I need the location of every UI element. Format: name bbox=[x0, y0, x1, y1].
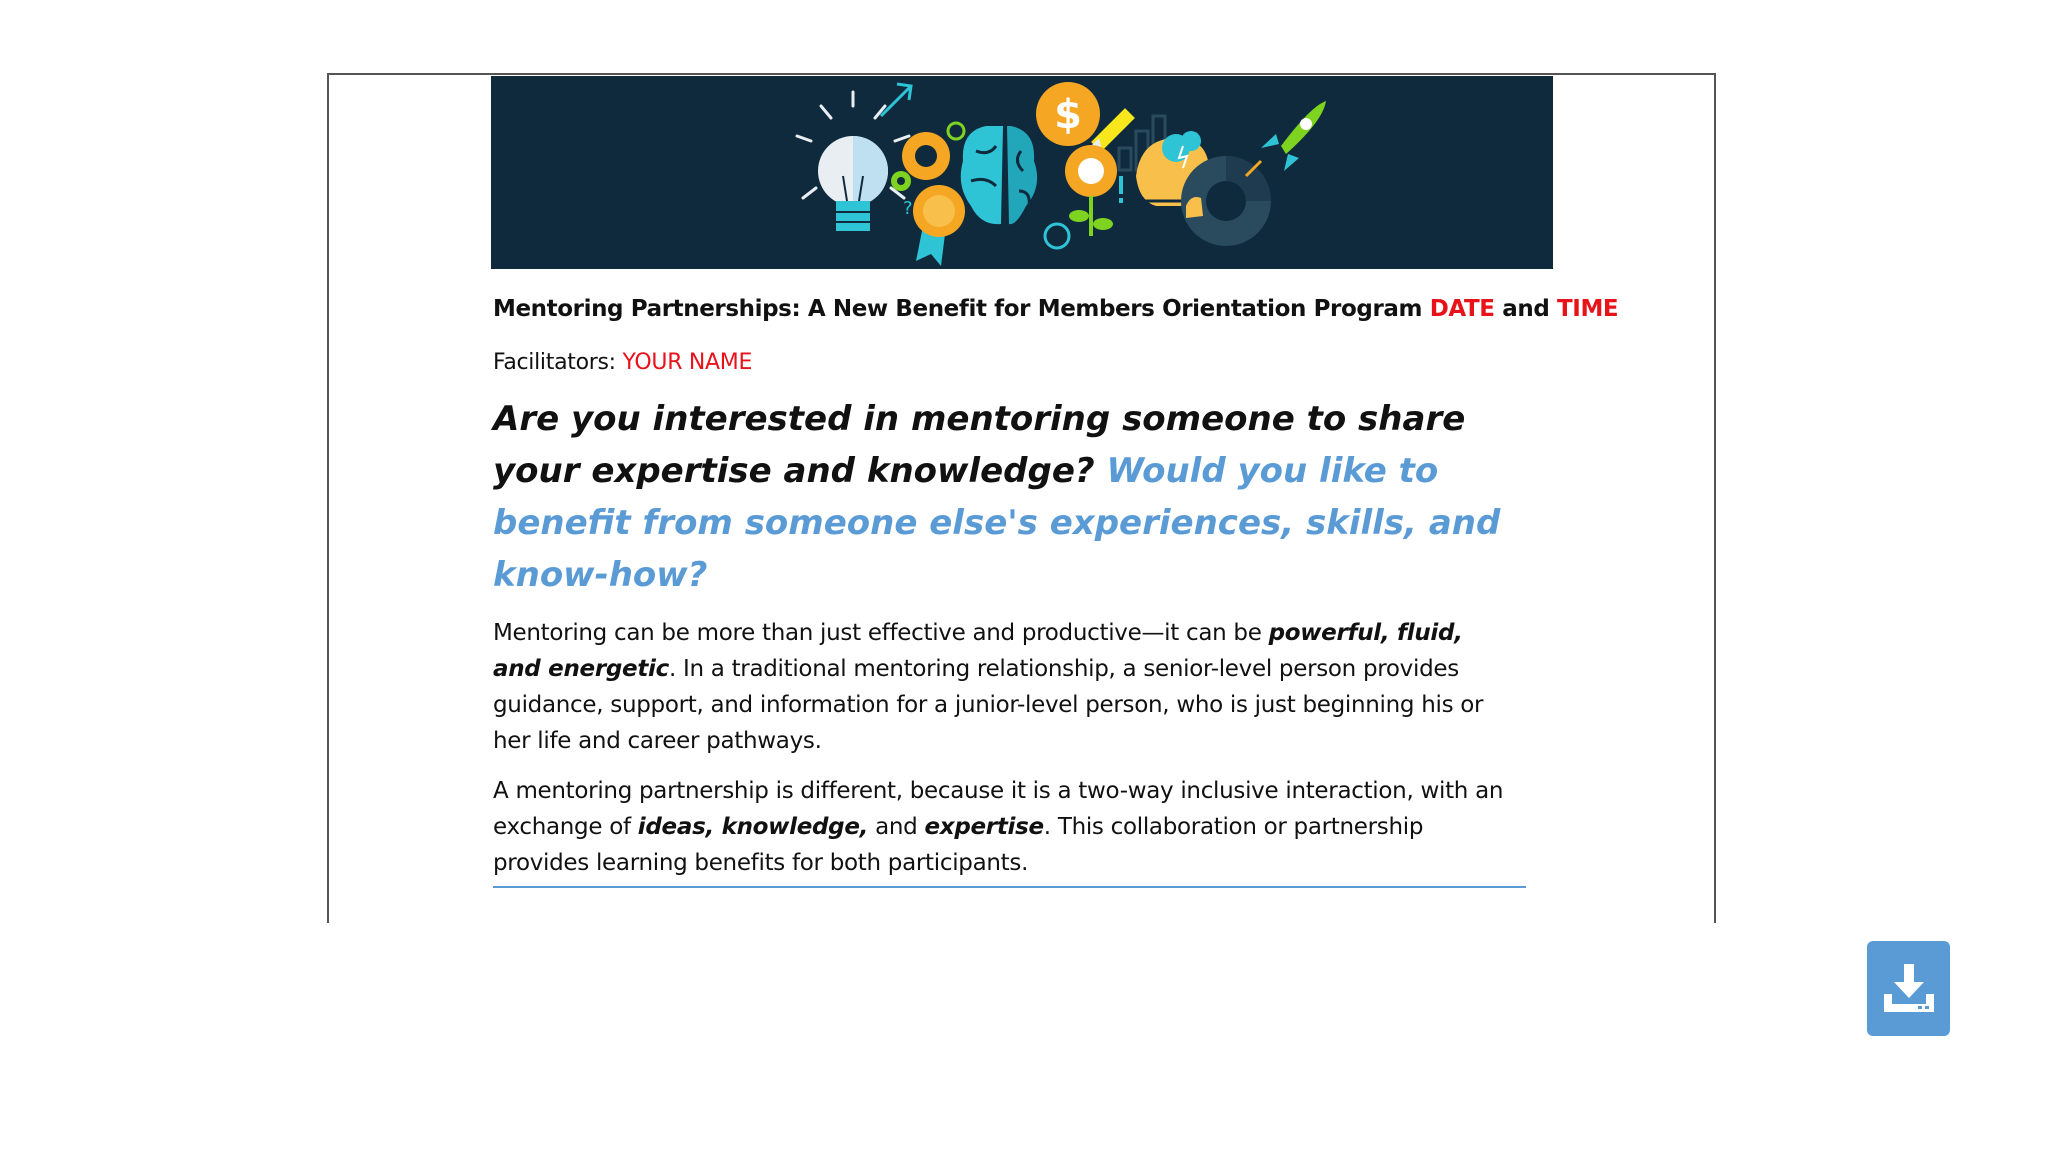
title-and: and bbox=[1494, 296, 1557, 322]
headline-question-dark: Are you interested in mentoring someone to share your expertise and knowledge? bbox=[493, 399, 1466, 491]
document-title bbox=[493, 296, 1619, 322]
dollar-coin-icon bbox=[1036, 82, 1100, 146]
para1-text-2: . In a traditional mentoring relationship, a senior-level person provides guidance, support, and information for a junior-level person, who is just beginning his or her life and career pathways. bbox=[493, 656, 1484, 754]
svg-text:?: ? bbox=[903, 198, 913, 219]
para2-text-1: A mentoring partnership is different, because it is a two-way inclusive interaction, with an exchange of bbox=[493, 778, 1504, 840]
download-icon bbox=[1880, 960, 1938, 1018]
download-button[interactable] bbox=[1867, 941, 1950, 1036]
title-time-placeholder: TIME bbox=[1557, 296, 1619, 322]
paragraph-1 bbox=[493, 615, 1513, 759]
lightbulb-icon bbox=[797, 92, 909, 231]
para2-emphasis-1: ideas, knowledge, bbox=[637, 814, 869, 840]
para1-text-1: Mentoring can be more than just effective and productive—it can be bbox=[493, 620, 1269, 646]
rocket-icon bbox=[1246, 101, 1326, 176]
facilitators-line bbox=[493, 350, 1555, 375]
svg-text:$: $ bbox=[1054, 92, 1082, 138]
horizontal-rule bbox=[493, 886, 1526, 888]
headline bbox=[493, 393, 1533, 601]
title-main: Mentoring Partnerships: A New Benefit for Members Orientation Program bbox=[493, 296, 1430, 322]
medal-icon bbox=[913, 185, 965, 266]
title-date-placeholder: DATE bbox=[1429, 296, 1495, 322]
brain-icon bbox=[961, 126, 1037, 224]
paragraph-2 bbox=[493, 773, 1513, 881]
flower-icon bbox=[1045, 145, 1123, 248]
facilitators-label: Facilitators: bbox=[493, 350, 623, 375]
para2-emphasis-2: expertise bbox=[924, 814, 1044, 840]
para1-emphasis: powerful, fluid, and energetic bbox=[493, 620, 1463, 682]
para2-text-2: and bbox=[868, 814, 925, 840]
facilitators-name-placeholder: YOUR NAME bbox=[622, 350, 753, 375]
para2-text-3: . This collaboration or partnership provides learning benefits for both participants. bbox=[493, 814, 1424, 876]
arrow-icon bbox=[881, 84, 911, 116]
headline-question-blue: Would you like to benefit from someone else's experiences, skills, and know-how? bbox=[493, 451, 1501, 595]
header-banner bbox=[491, 76, 1553, 269]
document-body bbox=[493, 296, 1619, 881]
